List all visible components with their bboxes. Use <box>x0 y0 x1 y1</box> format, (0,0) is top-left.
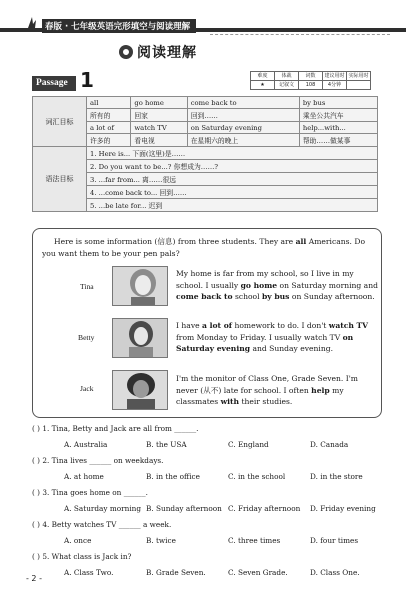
meta-label: 难度 <box>251 72 275 81</box>
student-photo-betty <box>112 318 168 358</box>
question-4 <box>32 520 171 529</box>
speech-betty <box>176 320 382 355</box>
header-divider <box>210 34 390 35</box>
text-run: Here is some information (信息) from three students. They are <box>54 237 296 246</box>
meta-value-actual-time[interactable] <box>347 81 371 90</box>
portrait-girl-icon <box>113 267 168 306</box>
sentence-cell: 3. ...far from... 离……很远 <box>87 173 378 186</box>
meta-label: 词数 <box>299 72 323 81</box>
bold-text-run: come back to <box>176 292 233 301</box>
meta-value-words: 108 <box>299 81 323 90</box>
vocab-cell: 许多的 <box>87 134 131 147</box>
vocab-goal-label: 词汇目标 <box>33 97 87 147</box>
passage-meta-table <box>250 71 371 90</box>
text-run: I'm the monitor of Class One, Grade Seven. I'm never (从不) late for school. I often <box>176 374 358 395</box>
section-title: 阅读理解 <box>137 45 197 61</box>
speech-tina <box>176 268 382 303</box>
meta-label: 体裁 <box>275 72 299 81</box>
table-row <box>33 147 378 160</box>
question-text: 5. What class is Jack in? <box>42 552 132 561</box>
option-b[interactable]: B. Sunday afternoon <box>146 504 222 513</box>
sentence-goal-label: 语法目标 <box>33 147 87 212</box>
option-d[interactable]: D. in the store <box>310 472 363 481</box>
option-b[interactable]: B. in the office <box>146 472 200 481</box>
sentence-cell: 2. Do you want to be...? 你想成为……? <box>87 160 378 173</box>
vocab-cell: a lot of <box>87 122 131 134</box>
passage-number: 1 <box>80 68 94 92</box>
text-run: from Monday to Friday. I usually watch TV <box>176 332 343 342</box>
option-a[interactable]: A. Class Two. <box>64 568 114 577</box>
vocab-cell: all <box>87 97 131 109</box>
meta-value-suggested-time: 4分钟 <box>323 81 347 90</box>
vocab-cell: 在星期六的晚上 <box>187 134 299 147</box>
text-run: I have <box>176 321 203 330</box>
meta-label: 建议用时 <box>324 73 345 79</box>
answer-bracket[interactable]: ( ) <box>32 552 41 561</box>
vocab-cell: 帮助……做某事 <box>299 134 377 147</box>
book-title: 春版 · 七年级英语完形填空与阅读理解 <box>42 19 196 33</box>
bold-text-run: a lot of <box>202 321 233 330</box>
option-d[interactable]: D. Class One. <box>310 568 360 577</box>
answer-bracket[interactable]: ( ) <box>32 424 41 433</box>
vocab-cell: come back to <box>187 97 299 109</box>
answer-bracket[interactable]: ( ) <box>32 456 41 465</box>
option-d[interactable]: D. four times <box>310 536 359 545</box>
option-c[interactable]: C. Friday afternoon <box>228 504 301 513</box>
vocab-cell: 看电视 <box>131 134 187 147</box>
bold-text-run: on Saturday evening <box>176 332 354 353</box>
vocab-cell: go home <box>131 97 187 109</box>
text-run: school <box>232 292 262 301</box>
option-a[interactable]: A. Australia <box>64 440 108 449</box>
goals-table <box>32 96 378 212</box>
vocab-cell: 所有的 <box>87 109 131 122</box>
section-heading <box>118 40 197 64</box>
question-2 <box>32 456 164 465</box>
text-run: my classmates <box>176 385 344 406</box>
meta-label: 实际用时 <box>348 73 369 79</box>
student-photo-tina <box>112 266 168 306</box>
sentence-cell: 1. Here is... 下面(这里)是…… <box>87 147 378 160</box>
option-c[interactable]: C. England <box>228 440 269 449</box>
portrait-boy-icon <box>113 371 168 410</box>
answer-bracket[interactable]: ( ) <box>32 488 41 497</box>
text-run: My home is far from my school, so I live in my school. I usually <box>176 269 354 290</box>
vocab-cell: 回家 <box>131 109 187 122</box>
brand-logo-icon <box>26 16 38 30</box>
option-a[interactable]: A. Saturday morning <box>64 504 142 513</box>
option-c[interactable]: C. three times <box>228 536 281 545</box>
page-number: - 2 - <box>26 574 42 583</box>
meta-value-genre: 记叙文 <box>275 81 299 90</box>
question-5 <box>32 552 131 561</box>
question-text: 1. Tina, Betty and Jack are all from ______. <box>42 424 199 433</box>
bold-text-run: by bus <box>261 292 290 301</box>
meta-value-difficulty: ★ <box>251 81 275 90</box>
answer-bracket[interactable]: ( ) <box>32 520 41 529</box>
passage-intro <box>42 236 378 260</box>
bold-text-run: go home <box>240 280 278 290</box>
text-run: homework to do. I don't <box>232 321 329 330</box>
portrait-girl-icon <box>113 319 168 358</box>
option-b[interactable]: B. the USA <box>146 440 187 449</box>
text-run: Americans. Do you want them to be your pen pals? <box>42 237 366 258</box>
student-name-jack: Jack <box>80 384 94 393</box>
question-text: 4. Betty watches TV ______ a week. <box>42 520 172 529</box>
option-d[interactable]: D. Friday evening <box>310 504 376 513</box>
option-d[interactable]: D. Canada <box>310 440 349 449</box>
gear-badge-icon <box>118 44 134 60</box>
question-1 <box>32 424 199 433</box>
text-run: on Sunday afternoon. <box>289 292 375 301</box>
vocab-cell: watch TV <box>131 122 187 134</box>
bold-text-run: with <box>220 397 240 406</box>
sentence-cell: 5. ...be late for... 迟到 <box>87 199 378 212</box>
bold-text-run: all <box>295 237 307 246</box>
option-c[interactable]: C. in the school <box>228 472 286 481</box>
student-photo-jack <box>112 370 168 410</box>
text-run: and Sunday evening. <box>250 344 333 353</box>
passage-tag: Passage <box>32 76 76 91</box>
student-name-tina: Tina <box>80 282 94 291</box>
bold-text-run: watch TV <box>328 321 369 330</box>
speech-jack <box>176 373 382 408</box>
option-b[interactable]: B. Grade Seven. <box>146 568 206 577</box>
option-a[interactable]: A. at home <box>64 472 104 481</box>
vocab-cell: 乘坐公共汽车 <box>299 109 377 122</box>
student-name-betty: Betty <box>78 333 95 342</box>
vocab-cell: by bus <box>299 97 377 109</box>
text-run: their studies. <box>239 397 293 406</box>
bold-text-run: help <box>311 385 330 395</box>
option-a[interactable]: A. once <box>64 536 92 545</box>
question-text: 3. Tina goes home on ______. <box>42 488 148 497</box>
vocab-cell: help...with... <box>299 122 377 134</box>
vocab-cell: on Saturday evening <box>187 122 299 134</box>
table-row <box>33 97 378 109</box>
option-c[interactable]: C. Seven Grade. <box>228 568 288 577</box>
option-b[interactable]: B. twice <box>146 536 176 545</box>
sentence-cell: 4. ...come back to... 回到…… <box>87 186 378 199</box>
text-run: on Saturday morning and <box>277 280 378 290</box>
question-3 <box>32 488 148 497</box>
vocab-cell: 回到…… <box>187 109 299 122</box>
question-text: 2. Tina lives ______ on weekdays. <box>42 456 164 465</box>
